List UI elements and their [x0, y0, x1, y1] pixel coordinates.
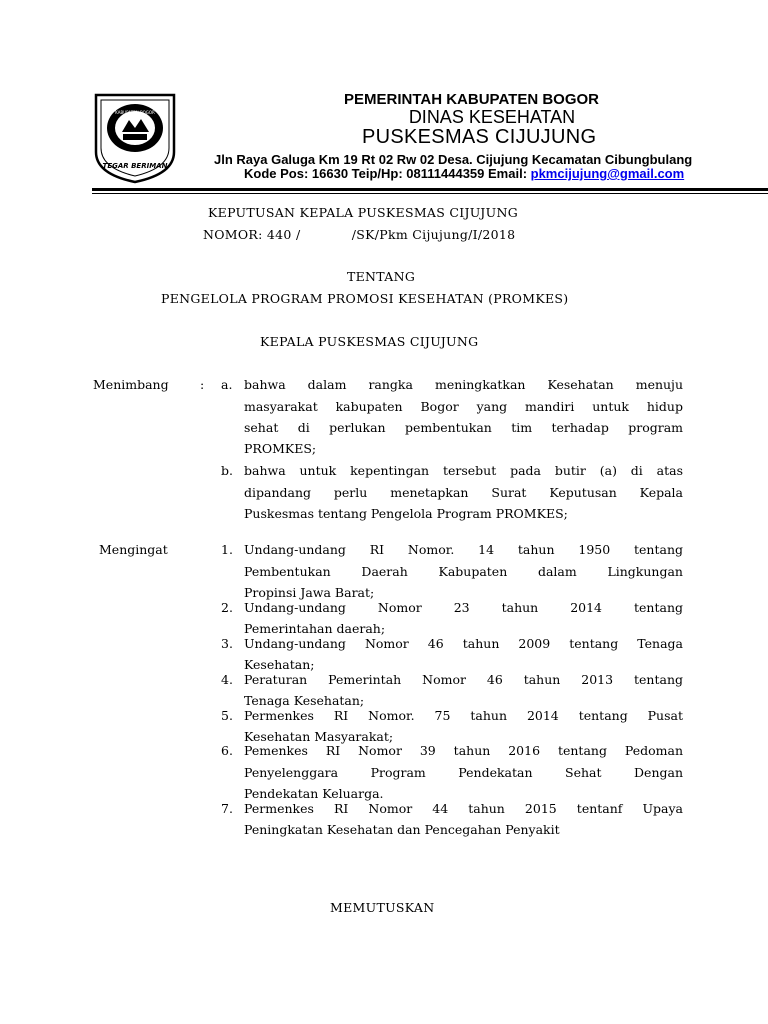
menimbang-a-line-4: PROMKES;	[244, 441, 317, 456]
mengingat-marker-7: 7.	[221, 801, 233, 816]
mengingat-1-line-2: Pembentukan Daerah Kabupaten dalam Lingkungan	[244, 564, 683, 579]
mengingat-marker-5: 5.	[221, 708, 233, 723]
mengingat-marker-2: 2.	[221, 600, 233, 615]
mengingat-6-line-1: Pemenkes RI Nomor 39 tahun 2016 tentang Pedoman	[244, 743, 683, 758]
mengingat-3-line-1: Undang-undang Nomor 46 tahun 2009 tentang Tenaga	[244, 636, 683, 651]
header-divider-thin	[92, 193, 768, 194]
kabupaten-bogor-emblem-icon	[92, 92, 178, 184]
mengingat-2-line-1: Undang-undang Nomor 23 tahun 2014 tentang	[244, 600, 683, 615]
decree-title: KEPUTUSAN KEPALA PUSKESMAS CIJUJUNG	[208, 205, 518, 220]
mengingat-3-line-2: Kesehatan;	[244, 657, 315, 672]
mengingat-1-line-3: Propinsi Jawa Barat;	[244, 585, 375, 600]
letterhead-government: PEMERINTAH KABUPATEN BOGOR	[344, 91, 599, 108]
mengingat-6-line-3: Pendekatan Keluarga.	[244, 786, 384, 801]
mengingat-marker-3: 3.	[221, 636, 233, 651]
menimbang-label: Menimbang	[93, 377, 169, 392]
logo-motto: TEGAR BERIMAN	[102, 162, 168, 170]
mengingat-1-line-1: Undang-undang RI Nomor. 14 tahun 1950 tentang	[244, 542, 683, 557]
menimbang-a-line-3: sehat di perlukan pembentukan tim terhadap program	[244, 420, 683, 435]
decides-heading: MEMUTUSKAN	[330, 900, 435, 915]
menimbang-colon: :	[200, 377, 205, 392]
menimbang-b-line-2: dipandang perlu menetapkan Surat Keputusan Kepala	[244, 485, 683, 500]
about-label: TENTANG	[347, 269, 416, 284]
menimbang-a-line-2: masyarakat kabupaten Bogor yang mandiri untuk hidup	[244, 399, 683, 414]
logo-top-text: KABUPATEN BOGOR	[115, 110, 155, 115]
mengingat-4-line-2: Tenaga Kesehatan;	[244, 693, 365, 708]
letterhead-puskesmas: PUSKESMAS CIJUJUNG	[362, 126, 597, 148]
email-link[interactable]: pkmcijujung@gmail.com	[530, 166, 685, 181]
mengingat-5-line-2: Kesehatan Masyarakat;	[244, 729, 394, 744]
mengingat-5-line-1: Permenkes RI Nomor. 75 tahun 2014 tentang Pusat	[244, 708, 683, 723]
menimbang-b-line-3: Puskesmas tentang Pengelola Program PROMKES;	[244, 506, 568, 521]
mengingat-marker-1: 1.	[221, 542, 233, 557]
menimbang-b-line-1: bahwa untuk kepentingan tersebut pada butir (a) di atas	[244, 463, 683, 478]
mengingat-7-line-1: Permenkes RI Nomor 44 tahun 2015 tentanf Upaya	[244, 801, 683, 816]
menimbang-marker-b: b.	[221, 463, 233, 478]
letterhead-contact	[244, 166, 684, 181]
mengingat-7-line-2: Peningkatan Kesehatan dan Pencegahan Penyakit	[244, 822, 560, 837]
contact-text: Kode Pos: 16630 Teip/Hp: 08111444359 Email:	[244, 166, 531, 181]
menimbang-marker-a: a.	[221, 377, 233, 392]
mengingat-marker-4: 4.	[221, 672, 233, 687]
decree-number: NOMOR: 440 / /SK/Pkm Cijujung/I/2018	[203, 227, 516, 242]
authority-title: KEPALA PUSKESMAS CIJUJUNG	[260, 334, 479, 349]
menimbang-a-line-1: bahwa dalam rangka meningkatkan Kesehatan menuju	[244, 377, 683, 392]
mengingat-2-line-2: Pemerintahan daerah;	[244, 621, 386, 636]
mengingat-4-line-1: Peraturan Pemerintah Nomor 46 tahun 2013 tentang	[244, 672, 683, 687]
letterhead-department: DINAS KESEHATAN	[408, 107, 576, 127]
mengingat-6-line-2: Penyelenggara Program Pendekatan Sehat Dengan	[244, 765, 683, 780]
mengingat-label: Mengingat	[99, 542, 168, 557]
mengingat-marker-6: 6.	[221, 743, 233, 758]
decree-subject: PENGELOLA PROGRAM PROMOSI KESEHATAN (PROMKES)	[161, 291, 569, 306]
letterhead-address: Jln Raya Galuga Km 19 Rt 02 Rw 02 Desa. Cijujung Kecamatan Cibungbulang	[214, 152, 693, 167]
header-divider-thick	[92, 188, 768, 191]
